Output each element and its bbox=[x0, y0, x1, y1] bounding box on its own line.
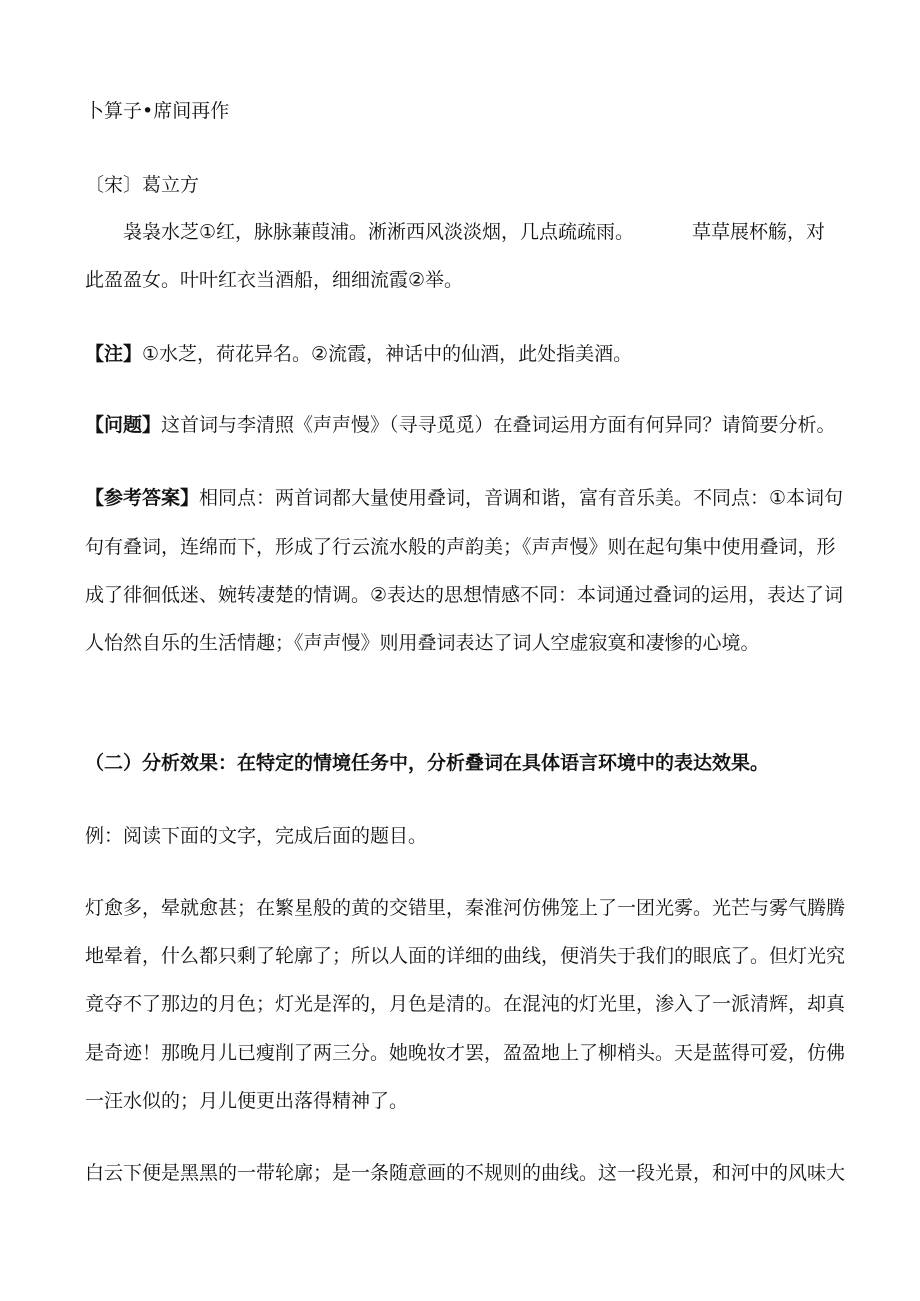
passage-next-paragraph: 白云下便是黑黑的一带轮廓；是一条随意画的不规则的曲线。这一段光景，和河中的风味大 bbox=[85, 1162, 846, 1184]
poem-author: 〔宋〕葛立方 bbox=[85, 174, 200, 196]
poem-line-2: 此盈盈女。叶叶红衣当酒船，细细流霞②举。 bbox=[85, 269, 464, 291]
poem-line-1 bbox=[85, 220, 825, 244]
passage-line: 是奇迹！那晚月儿已瘦削了两三分。她晚妆才罢，盈盈地上了柳梢头。天是蓝得可爱，仿佛 bbox=[85, 1042, 846, 1064]
answer-label: 【参考答案】 bbox=[85, 487, 200, 509]
note-text: ①水芝，荷花异名。②流霞，神话中的仙酒，此处指美酒。 bbox=[142, 343, 633, 365]
answer-line-4: 人怡然自乐的生活情趣；《声声慢》则用叠词表达了词人空虚寂寞和凄惨的心境。 bbox=[85, 632, 760, 654]
passage-line: 一汪水似的；月儿便更出落得精神了。 bbox=[85, 1090, 409, 1112]
passage-line: 竟夺不了那边的月色；灯光是浑的，月色是清的。在混沌的灯光里，渗入了一派清辉，却真 bbox=[85, 993, 846, 1015]
section-heading: （二）分析效果：在特定的情境任务中，分析叠词在具体语言环境中的表达效果。 bbox=[85, 752, 770, 774]
poem-line-1-part-1: 袅袅水芝①红，脉脉蒹葭浦。淅淅西风淡淡烟，几点疏疏雨。 bbox=[123, 221, 635, 243]
question-label: 【问题】 bbox=[85, 414, 162, 436]
note-label: 【注】 bbox=[85, 343, 143, 365]
passage-line: 地晕着，什么都只剩了轮廓了；所以人面的详细的曲线，便消失于我们的眼底了。但灯光究 bbox=[85, 945, 846, 967]
answer-line-1 bbox=[85, 486, 843, 510]
note-paragraph bbox=[85, 342, 632, 366]
poem-line-1-part-2: 草草展杯觞，对 bbox=[692, 221, 826, 243]
passage-line: 灯愈多，晕就愈甚；在繁星般的黄的交错里，秦淮河仿佛笼上了一团光雾。光芒与雾气腾腾 bbox=[85, 897, 846, 919]
example-intro: 例：阅读下面的文字，完成后面的题目。 bbox=[85, 825, 428, 847]
question-text: 这首词与李清照《声声慢》（寻寻觅觅）在叠词运用方面有何异同？请简要分析。 bbox=[161, 414, 836, 436]
answer-line-1-text: 相同点：两首词都大量使用叠词，音调和谐，富有音乐美。不同点：①本词句 bbox=[199, 487, 844, 509]
answer-line-2: 句有叠词，连绵而下，形成了行云流水般的声韵美；《声声慢》则在起句集中使用叠词，形 bbox=[85, 536, 836, 558]
poem-title: 卜算子•席间再作 bbox=[85, 100, 230, 122]
answer-line-3: 成了徘徊低迷、婉转凄楚的情调。②表达的思想情感不同：本词通过叠词的运用，表达了词 bbox=[85, 584, 844, 606]
question-paragraph bbox=[85, 413, 836, 437]
